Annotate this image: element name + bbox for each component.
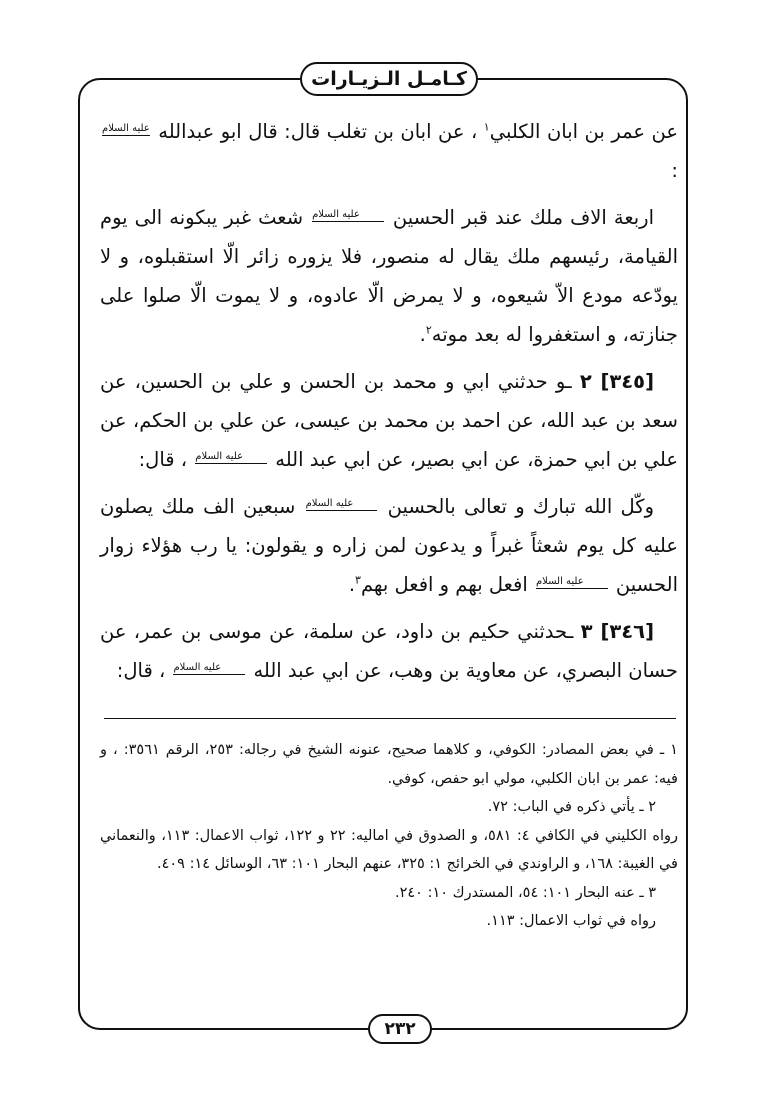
hadith-number-345: [٣٤٥] ٢ [579, 369, 655, 393]
paragraph-1-text-b: ، عن ابان بن تغلب قال: قال ابو عبدالله [158, 120, 478, 143]
paragraph-1 [100, 112, 678, 191]
paragraph-4-text-c: افعل بهم و افعل بهم [360, 573, 528, 597]
paragraph-1-text-c: : [671, 159, 678, 183]
honorific-mark: عليه السلام [306, 499, 378, 511]
footnote-ref-2: ٢ [425, 323, 432, 337]
footnote-2: ٢ ـ يأتي ذكره في الباب: ٧٢. [487, 799, 656, 815]
paragraph-2-text-a: اربعة الاف ملك عند قبر الحسين [392, 205, 654, 229]
hadith-number-346: [٣٤٦] ٣ [580, 619, 655, 643]
honorific-mark: عليه السلام [536, 577, 608, 589]
hadith-346-text-b: ، قال: [116, 658, 166, 682]
paragraph-4-text-d: . [348, 573, 356, 597]
hadith-345 [100, 362, 678, 480]
page-number: ٢٣٢ [368, 1014, 432, 1044]
footnote-ref-1: ١ [483, 120, 490, 134]
main-text [100, 112, 678, 697]
hadith-346 [100, 612, 678, 691]
hadith-345-text-a: ـو حدثني ابي و محمد بن الحسن و علي بن الحسين، عن سعد بن عبد الله، عن احمد بن محمد بن عيسى، عن علي بن الحكم، عن علي بن ابي حمزة، عن ابي بصير، عن ابي عبد الله [100, 369, 678, 472]
paragraph-2-text-c: . [419, 323, 426, 347]
honorific-mark: عليه السلام [312, 210, 384, 222]
honorific-mark: عليه السلام [173, 663, 245, 675]
paragraph-1-text-a: عن عمر بن ابان الكلبي [489, 120, 678, 143]
footnote-2-source: رواه الكليني في الكافي ٤: ٥٨١، و الصدوق في اماليه: ٢٢ و ١٢٢، ثواب الاعمال: ١١٣، والنعماني في الغيبة: ١٦٨، و الراوندي في الخرائج ١: ٣٢٥، عنهم البحار ١٠١: ٦٣، الوسائل ١٤: ٤٠٩. [100, 827, 678, 872]
paragraph-4-text-b: سبعين الف ملك يصلون عليه كل يوم شعثاً غبراً و يدعون لمن زاره و يقولون: يا رب هؤلاء زوار الحسين [100, 494, 678, 597]
footnote-1: ١ ـ في بعض المصادر: الكوفي، و كلاهما صحيح، عنونه الشيخ في رجاله: ٢٥٣، الرقم ٣٥٦١: ، و فيه: عمر بن ابان الكلبي، مولي ابو حفص، كوفي. [100, 742, 678, 787]
paragraph-4-text-a: وكّل الله تبارك و تعالى بالحسين [387, 494, 654, 518]
footnote-divider [104, 718, 676, 719]
footnote-ref-3: ٣ [355, 573, 361, 587]
book-title: كـامـل الـزيـارات [300, 62, 478, 96]
honorific-mark: عليه السلام [195, 452, 267, 464]
footnote-3-source: رواه في ثواب الاعمال: ١١٣. [486, 913, 656, 929]
hadith-345-text-b: ، قال: [138, 448, 188, 472]
hadith-346-text-a: ـحدثني حكيم بن داود، عن سلمة، عن موسى بن عمر، عن حسان البصري، عن معاوية بن وهب، عن ابي عبد الله [100, 619, 678, 682]
paragraph-2 [100, 198, 678, 355]
paragraph-4 [100, 487, 678, 605]
honorific-mark: عليه السلام [102, 123, 150, 134]
footnotes [100, 736, 678, 936]
paragraph-2-text-b: شعث غبر يبكونه الى يوم القيامة، رئيسهم ملك يقال له منصور، فلا يزوره زائر الّا استقبلوه، و لا يودّعه مودع الاّ شيعوه، و لا يمرض الّا عادوه، و لا يموت الّا صلوا على جنازته، و استغفروا له بعد موته [100, 205, 678, 347]
footnote-3: ٣ ـ عنه البحار ١٠١: ٥٤، المستدرك ١٠: ٢٤٠. [394, 884, 656, 901]
